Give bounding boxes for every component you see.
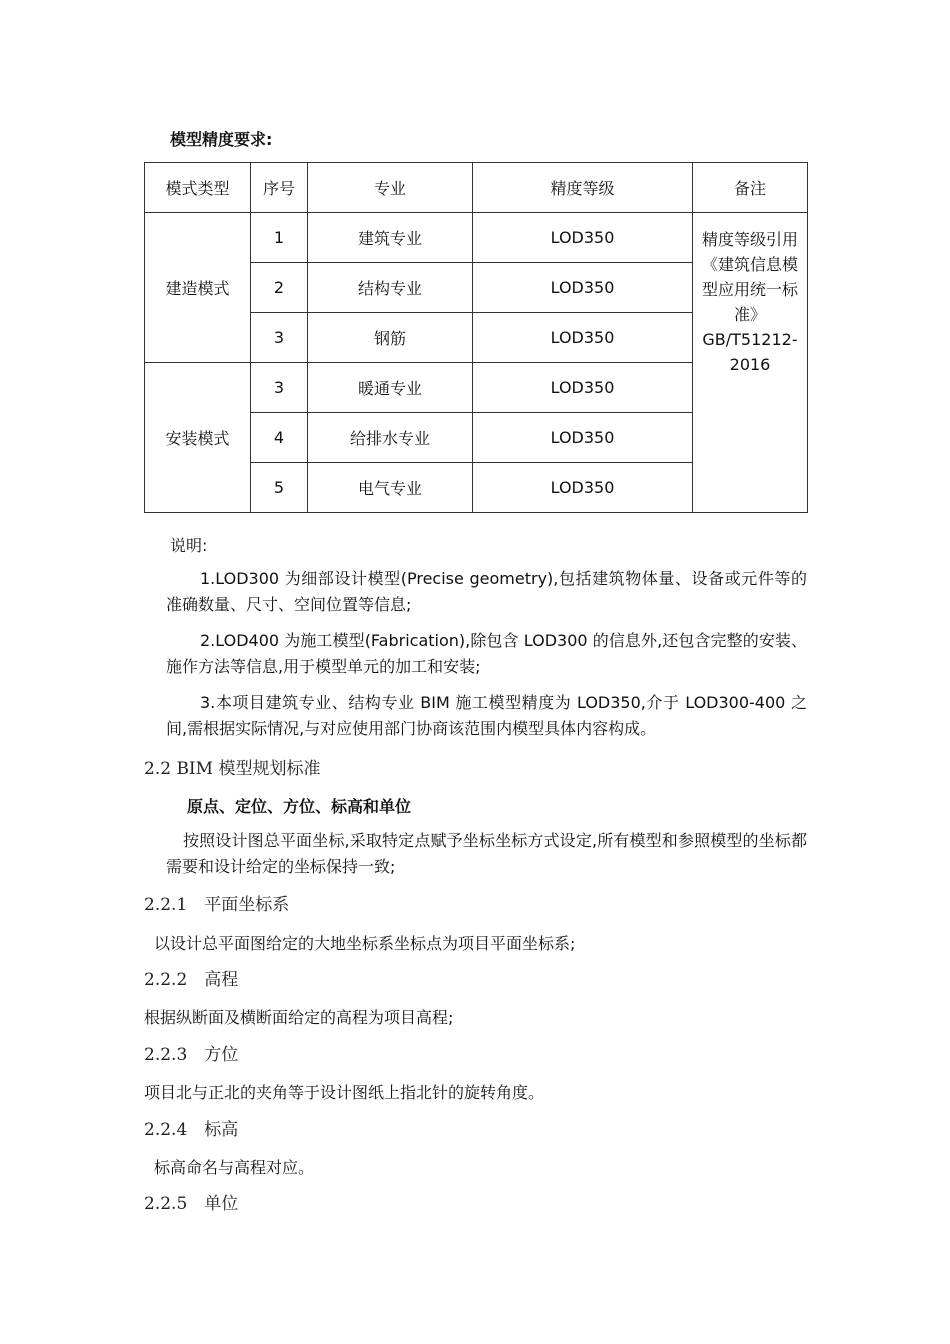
notes-heading: 说明:: [170, 536, 208, 555]
table-header-row: [145, 163, 808, 213]
subsection-heading: 2.2.1 平面坐标系: [144, 895, 290, 915]
remark-text: 精度等级引用《建筑信息模型应用统一标准》GB/T51212-2016: [701, 230, 798, 374]
index-cell: 3: [251, 363, 308, 413]
discipline-cell: 结构专业: [308, 263, 473, 313]
level-cell: LOD350: [473, 463, 693, 513]
level-cell: LOD350: [473, 263, 693, 313]
subsection-text: 以设计总平面图给定的大地坐标系坐标点为项目平面坐标系;: [154, 934, 576, 953]
level-cell: LOD350: [473, 413, 693, 463]
index-cell: 3: [251, 313, 308, 363]
origin-heading: 原点、定位、方位、标高和单位: [187, 797, 412, 816]
subsection-text: 项目北与正北的夹角等于设计图纸上指北针的旋转角度。: [144, 1083, 545, 1102]
subsection-heading: 2.2.5 单位: [144, 1194, 239, 1214]
header-cell: 专业: [308, 163, 473, 213]
mode-type-cell: 安装模式: [145, 363, 251, 513]
mode-type-cell: 建造模式: [145, 213, 251, 363]
subsection-text: 标高命名与高程对应。: [154, 1158, 315, 1177]
remark-cell: [693, 213, 808, 513]
subsection-heading: 2.2.2 高程: [144, 970, 239, 990]
index-cell: 4: [251, 413, 308, 463]
origin-paragraph: 按照设计图总平面坐标,采取特定点赋予坐标坐标方式设定,所有模型和参照模型的坐标都需要和设计给定的坐标保持一致;: [166, 831, 807, 876]
note-paragraph-3: 3.本项目建筑专业、结构专业 BIM 施工模型精度为 LOD350,介于 LOD300-400 之间,需根据实际情况,与对应使用部门协商该范围内模型具体内容构成。: [166, 693, 807, 738]
index-cell: 5: [251, 463, 308, 513]
discipline-cell: 暖通专业: [308, 363, 473, 413]
subsection-text: 根据纵断面及横断面给定的高程为项目高程;: [144, 1008, 454, 1027]
table-row: [145, 213, 808, 263]
precision-title: 模型精度要求:: [170, 130, 273, 149]
index-cell: 2: [251, 263, 308, 313]
subsection-heading: 2.2.4 标高: [144, 1120, 239, 1140]
note-paragraph-1: 1.LOD300 为细部设计模型(Precise geometry),包括建筑物体量、设备或元件等的准确数量、尺寸、空间位置等信息;: [166, 569, 807, 614]
header-cell: 序号: [251, 163, 308, 213]
discipline-cell: 建筑专业: [308, 213, 473, 263]
level-cell: LOD350: [473, 363, 693, 413]
header-cell: 模式类型: [145, 163, 251, 213]
header-cell: 精度等级: [473, 163, 693, 213]
note-paragraph-2: 2.LOD400 为施工模型(Fabrication),除包含 LOD300 的信息外,还包含完整的安装、施作方法等信息,用于模型单元的加工和安装;: [166, 631, 807, 676]
header-cell: 备注: [693, 163, 808, 213]
precision-table: [144, 162, 808, 513]
level-cell: LOD350: [473, 313, 693, 363]
discipline-cell: 钢筋: [308, 313, 473, 363]
discipline-cell: 给排水专业: [308, 413, 473, 463]
level-cell: LOD350: [473, 213, 693, 263]
subsection-heading: 2.2.3 方位: [144, 1045, 239, 1065]
section-heading: 2.2 BIM 模型规划标准: [144, 759, 321, 779]
discipline-cell: 电气专业: [308, 463, 473, 513]
index-cell: 1: [251, 213, 308, 263]
